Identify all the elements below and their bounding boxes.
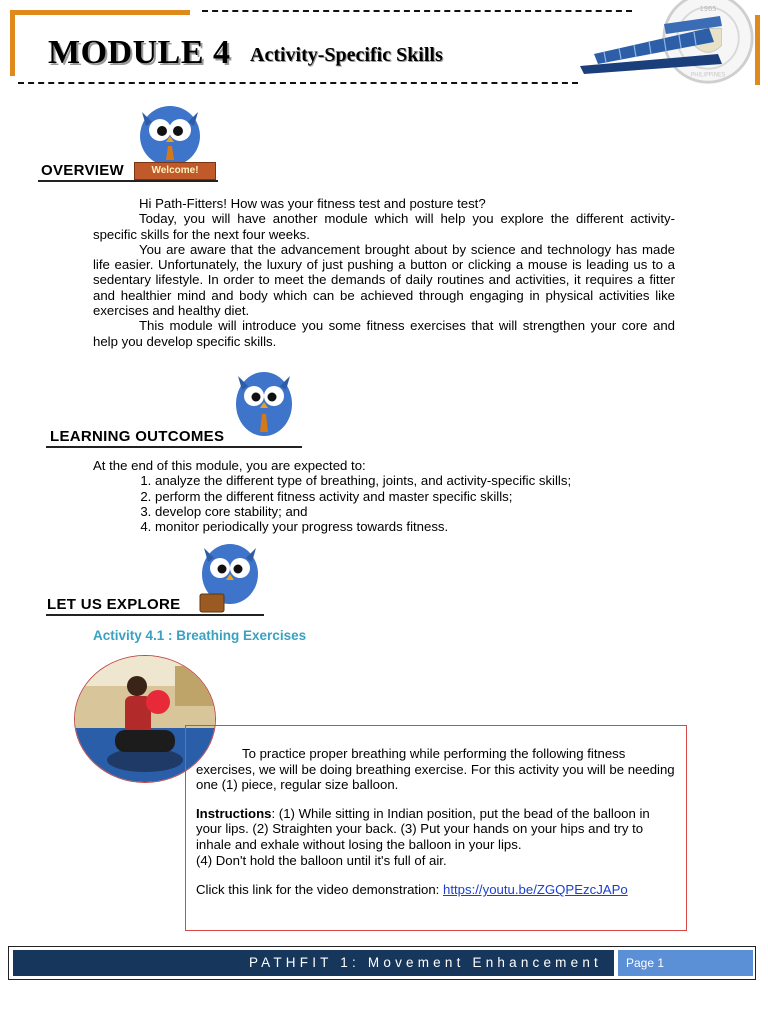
instructions-text-2: (4) Don't hold the balloon until it's full of air. bbox=[196, 852, 447, 868]
owl-thinking-mascot-icon bbox=[228, 362, 300, 444]
footer-page-number: Page 1 bbox=[618, 950, 753, 976]
list-item: 3. develop core stability; and bbox=[155, 504, 693, 519]
module-title: MODULE 4 bbox=[48, 34, 231, 71]
svg-text:1965: 1965 bbox=[699, 5, 717, 14]
university-building-graphic bbox=[574, 14, 726, 79]
welcome-sign: Welcome! bbox=[134, 162, 216, 180]
overview-paragraph: Today, you will have another module which will help you explore the different activity-specific skills for the next four weeks. bbox=[93, 211, 675, 242]
video-link-prompt: Click this link for the video demonstration: bbox=[196, 882, 444, 898]
learning-outcomes-intro: At the end of this module, you are expected to: bbox=[93, 458, 366, 473]
header-dashed-line-bottom bbox=[18, 82, 578, 84]
learning-outcomes-heading: LEARNING OUTCOMES bbox=[50, 428, 225, 445]
activity-intro-text: To practice proper breathing while performing the following fitness exercises, we will be doing breathing exercise. For this activity you will be needing one (1) piece, regular size balloon. bbox=[196, 746, 675, 793]
activity-title: Activity 4.1 : Breathing Exercises bbox=[93, 628, 307, 643]
list-item: 1. analyze the different type of breathing, joints, and activity-specific skills; bbox=[155, 473, 693, 488]
overview-underline bbox=[38, 180, 218, 182]
header-dashed-line-top bbox=[202, 10, 632, 12]
overview-text bbox=[93, 196, 675, 349]
video-link-paragraph bbox=[196, 882, 676, 898]
instructions-text: : (1) While sitting in Indian position, put the bead of the balloon in your lips. (2) Straighten your back. (3) Put your hands on your hips and try to inhale and exhale without losing the balloon in your lips. bbox=[196, 805, 650, 852]
overview-paragraph: Hi Path-Fitters! How was your fitness test and posture test? bbox=[139, 196, 486, 211]
learning-outcomes-list bbox=[93, 458, 693, 534]
owl-briefcase-mascot-icon bbox=[186, 538, 266, 618]
video-demo-link[interactable]: https://youtu.be/ZGQPEzcJAPo bbox=[443, 882, 628, 898]
footer-course-title: PATHFIT 1: Movement Enhancement bbox=[248, 955, 602, 970]
instructions-paragraph bbox=[196, 806, 676, 868]
list-item: 2. perform the different fitness activity and master specific skills; bbox=[155, 489, 693, 504]
activity-instructions-box bbox=[185, 725, 687, 931]
svg-text:PHILIPPINES: PHILIPPINES bbox=[690, 72, 726, 79]
overview-paragraph: You are aware that the advancement brought about by science and technology has made life easier. Unfortunately, the luxury of just pushing a button or clicking a mouse is leading us to a sedentary lifestyle. In order to meet the demands of daily routines and activities, it requires a fitter and healthier mind and body which can be achieved through engaging in physical activities like exercises and healthy diet. bbox=[93, 241, 675, 319]
header-accent-left bbox=[10, 10, 15, 76]
learning-outcomes-underline bbox=[46, 446, 302, 448]
header-accent-top bbox=[10, 10, 190, 15]
instructions-label: Instructions bbox=[196, 805, 272, 821]
list-item: 4. monitor periodically your progress towards fitness. bbox=[155, 519, 693, 534]
overview-heading: OVERVIEW bbox=[41, 162, 124, 179]
overview-paragraph: This module will introduce you some fitness exercises that will strengthen your core and help you develop specific skills. bbox=[93, 318, 675, 349]
let-us-explore-heading: LET US EXPLORE bbox=[47, 596, 181, 613]
let-us-explore-underline bbox=[46, 614, 264, 616]
module-subtitle: Activity-Specific Skills bbox=[250, 44, 443, 66]
